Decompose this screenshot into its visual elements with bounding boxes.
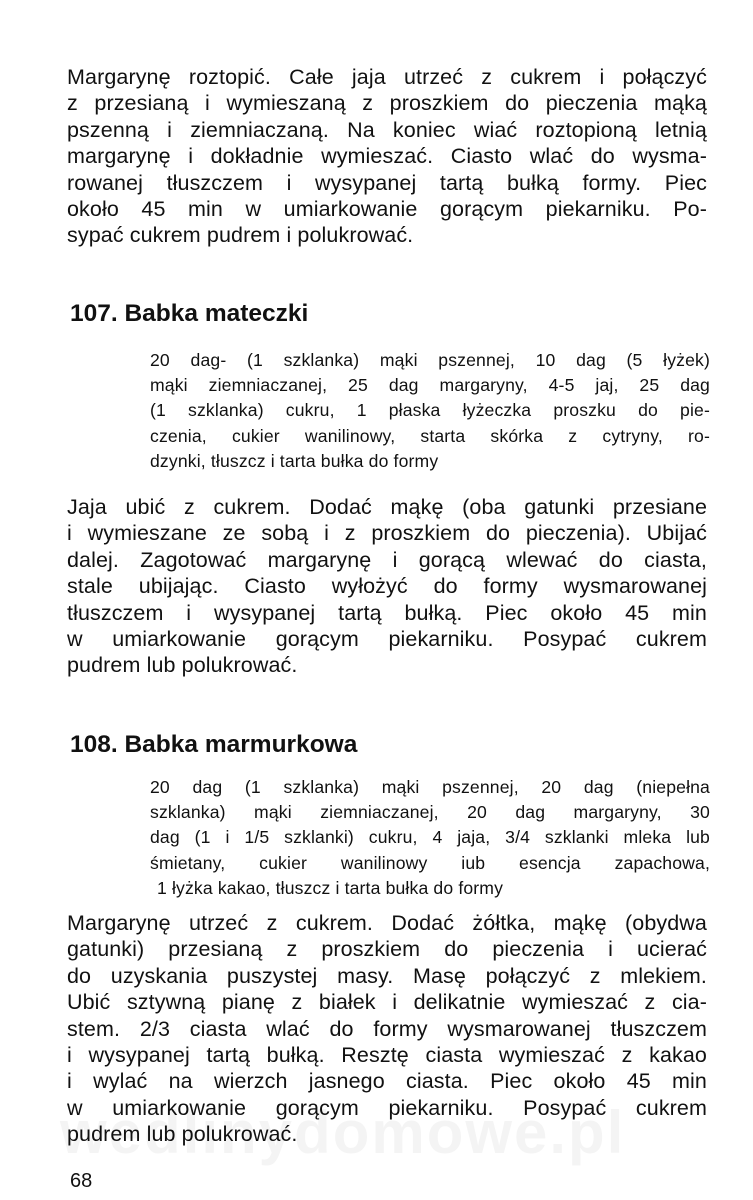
text-line: Jaja ubić z cukrem. Dodać mąkę (oba gatunki przesiane — [67, 495, 707, 519]
ingredient-line: szklanka) mąki ziemniaczanej, 20 dag margaryny, 30 — [150, 802, 710, 823]
text-line: i wysypanej tartą bułką. Resztę ciasta wymieszać z kakao — [67, 1043, 707, 1068]
ingredient-line: dzynki, tłuszcz i tarta bułka do formy — [150, 450, 439, 471]
recipe-107-method — [67, 494, 707, 679]
text-line: stem. 2/3 ciasta wlać do formy wysmarowanej tłuszczem — [67, 1016, 707, 1041]
ingredient-line: czenia, cukier wanilinowy, starta skórka z cytryny, ro- — [150, 425, 710, 446]
intro-paragraph — [67, 64, 707, 249]
ingredient-line: 20 dag- (1 szklanka) mąki pszennej, 10 dag (5 łyżek) — [150, 350, 710, 370]
ingredient-line: (1 szklanka) cukru, 1 płaska łyżeczka proszku do pie- — [150, 400, 710, 421]
text-line: stale ubijając. Ciasto wyłożyć do formy wysmarowanej — [67, 574, 707, 599]
recipe-107-ingredients — [150, 348, 710, 474]
ingredient-line: dag (1 i 1/5 szklanki) cukru, 4 jaja, 3/4 szklanki mleka lub — [150, 827, 710, 848]
text-line: i wymieszane ze sobą i z proszkiem do pieczenia). Ubijać — [67, 521, 707, 546]
text-line: Margarynę roztopić. Całe jaja utrzeć z cukrem i połączyć — [67, 65, 707, 89]
text-line: około 45 min w umiarkowanie gorącym piekarniku. Po- — [67, 197, 707, 222]
text-line: i wylać na wierzch jasnego ciasta. Piec około 45 min — [67, 1069, 707, 1094]
ingredient-line: mąki ziemniaczanej, 25 dag margaryny, 4-5 jaj, 25 dag — [150, 375, 710, 396]
text-line: gatunki) przesianą z proszkiem do pieczenia i ucierać — [67, 937, 707, 962]
ingredient-line: 20 dag (1 szklanka) mąki pszennej, 20 dag (niepełna — [150, 777, 710, 797]
text-line: tłuszczem i wysypanej tartą bułką. Piec około 45 min — [67, 600, 707, 625]
text-line: Ubić sztywną pianę z białek i delikatnie wymieszać z cia- — [67, 990, 707, 1015]
text-line: pudrem lub polukrować. — [67, 1122, 298, 1147]
recipe-108-ingredients — [150, 775, 710, 901]
text-line: sypać cukrem pudrem i polukrować. — [67, 223, 414, 248]
page-number: 68 — [70, 1170, 93, 1192]
text-line: do uzyskania puszystej masy. Masę połączyć z mlekiem. — [67, 963, 707, 988]
text-line: Margarynę utrzeć z cukrem. Dodać żółtka, mąkę (obydwa — [67, 911, 707, 935]
text-line: w umiarkowanie gorącym piekarniku. Posypać cukrem — [67, 627, 707, 652]
recipe-108-method — [67, 910, 707, 1148]
ingredient-line: śmietany, cukier wanilinowy iub esencja zapachowa, — [150, 852, 710, 873]
text-line: z przesianą i wymieszaną z proszkiem do pieczenia mąką — [67, 91, 707, 116]
text-line: pszenną i ziemniaczaną. Na koniec wiać roztopioną letnią — [67, 117, 707, 142]
text-line: rowanej tłuszczem i wysypanej tartą bułką formy. Piec — [67, 170, 707, 195]
text-line: margarynę i dokładnie wymieszać. Ciasto wlać do wysma- — [67, 144, 707, 169]
text-line: w umiarkowanie gorącym piekarniku. Posypać cukrem — [67, 1095, 707, 1120]
recipe-108-title: 108. Babka marmurkowa — [70, 731, 358, 758]
ingredient-line: 1 łyżka kakao, tłuszcz i tarta bułka do formy — [157, 877, 504, 898]
recipe-107-title: 107. Babka mateczki — [70, 300, 309, 327]
text-line: pudrem lub polukrować. — [67, 653, 298, 678]
text-line: dalej. Zagotować margarynę i gorącą wlewać do ciasta, — [67, 547, 707, 572]
